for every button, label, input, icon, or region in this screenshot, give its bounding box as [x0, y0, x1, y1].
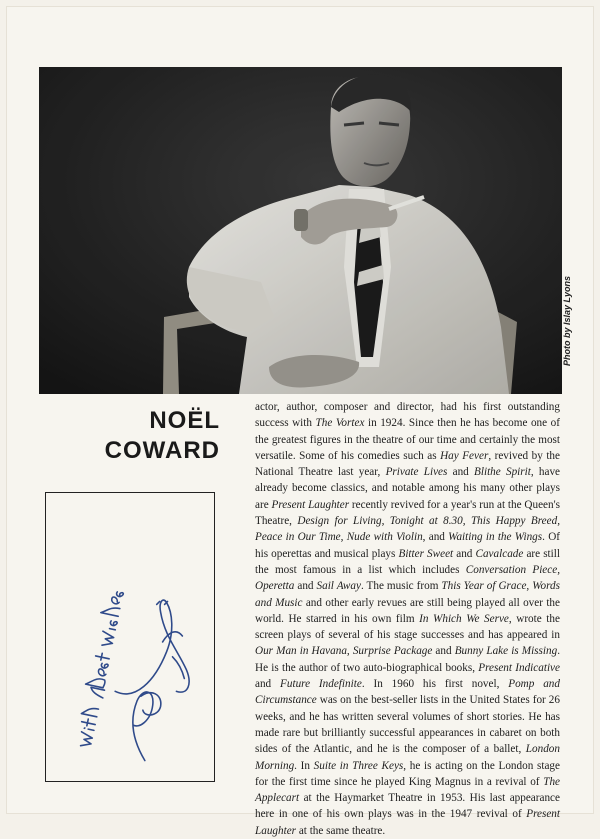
bio-italic-title: Design for Living, Tonight at 8.30, This Happy Breed, Peace in Our Time, Nude with Violin [255, 515, 560, 544]
bio-text-run: in 1924. Since then he has become one of the greatest figures in the theatre of our time and certainly the most versatile. Some of his comedies such as [255, 417, 560, 462]
bio-italic-title: Future Indefinite [280, 678, 362, 691]
bio-text-run: and [447, 466, 475, 479]
biography-text [255, 399, 561, 837]
bio-text-run: . In 1960 his first novel, [361, 678, 509, 691]
bio-italic-title: Sail Away [316, 580, 361, 593]
bio-text-run: and [255, 678, 281, 691]
bio-text-run: at the same theatre. [296, 824, 386, 837]
bio-italic-title: This Year of Grace, Words and Music [255, 580, 560, 609]
autograph-box [45, 492, 215, 782]
portrait-photo [39, 67, 562, 394]
bio-text-run: at the Haymarket Theatre in 1953. His last appearance here in one of his own plays was in the 1947 revival of [255, 792, 560, 821]
bio-text-run: . He is the author of two auto-biographical books, [255, 645, 560, 674]
bio-text-run: , revived by the National Theatre last year, [255, 449, 560, 479]
bio-italic-title: London Morning [255, 743, 560, 772]
bio-italic-title: Our Man in Havana, Surprise Package [255, 645, 433, 658]
bio-italic-title: The Applecart [255, 775, 560, 805]
title-surname: COWARD [104, 437, 220, 464]
bio-italic-title: Blithe Spirit [474, 466, 531, 479]
bio-italic-title: Conversation Piece, Operetta [255, 563, 560, 593]
bio-italic-title: Present Indicative [478, 661, 560, 674]
bio-italic-title: Pomp and Circumstance [255, 678, 560, 707]
bio-text-run: , he is acting on the London stage for the first time since he played King Magnus in a revival of [255, 759, 560, 788]
bio-italic-title: In Which We Serve [419, 612, 509, 625]
page-title [42, 406, 220, 466]
bio-text-run: actor, author, composer and director, had his first outstanding success with [255, 401, 560, 430]
photo-credit: Photo by Islay Lyons [562, 276, 572, 367]
bio-text-run: and [453, 547, 476, 560]
bio-italic-title: Bitter Sweet [398, 547, 454, 560]
handwritten-signature [46, 493, 214, 781]
bio-text-run: . In [294, 759, 314, 772]
bio-text-run: . Of his operettas and musical plays [255, 531, 561, 560]
bio-italic-title: Bunny Lake is Missing [454, 645, 558, 658]
bio-text-run: recently revived for a year's run at the Queen's Theatre, [255, 498, 560, 528]
bio-text-run: , and [422, 531, 449, 544]
bio-text-run: are still the most famous in a list which includes [255, 547, 560, 576]
bio-italic-title: Private Lives [385, 466, 448, 479]
bio-italic-title: Cavalcade [475, 547, 524, 560]
title-first-name: NOËL [149, 407, 220, 434]
bio-text-run: , wrote the screen plays of several of his stage successes and has appeared in [255, 612, 560, 642]
programme-page [6, 6, 594, 837]
bio-text-run: and [294, 580, 317, 593]
bio-text-run: . The music from [360, 580, 442, 593]
bio-text-run: and other early revues are still being played all over the world. He starred in his own film [255, 596, 560, 625]
bio-italic-title: Waiting in the Wings [448, 531, 543, 544]
bio-text-run: and [432, 645, 455, 658]
bio-text-run: was on the best-seller lists in the United States for 26 weeks, and he has written several volumes of short stories. He has made rare but brilliantly successful appearances in cabaret on both sides of the Atlantic, and he is the composer of a ballet, [255, 694, 560, 756]
bio-italic-title: The Vortex [315, 417, 365, 430]
bio-text-run: , have already become classics, and notable among his many other plays are [255, 466, 560, 511]
bio-italic-title: Present Laughter [255, 808, 560, 837]
bio-italic-title: Hay Fever [440, 449, 489, 462]
seated-man-illustration [39, 67, 562, 394]
bio-italic-title: Present Laughter [271, 498, 350, 511]
bio-italic-title: Suite in Three Keys [313, 759, 404, 772]
